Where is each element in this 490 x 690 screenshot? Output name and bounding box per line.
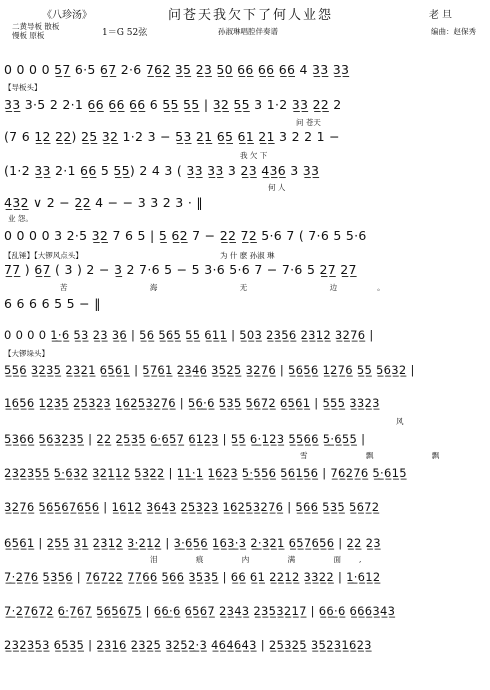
instr-sanban: 散板 bbox=[44, 22, 60, 31]
lyric-text: 何 人 bbox=[268, 183, 286, 192]
lyric-text: 泪 痕 内 满 面, bbox=[150, 555, 380, 564]
section-tag: 【乱锤】【大锣风点头】 bbox=[4, 251, 83, 260]
section-tag: 【大锣垛头】 bbox=[4, 349, 49, 358]
notation-line: 2̲3̲2̲3̲5̲5̲ 5̲·̲6̲3̲2̲ 3̲2̲1̲1̲2̲ 5̲3̲2̲2̲ | 1̲1̲·̲1̲ 1̲6̲2̲3̲ 5̲·̲5̲5̲6̲ 5̲6̲1̲5̲6̲ | 7̲6̲2̲7̲6̲ 5̲·̲6̲1̲5̲ bbox=[4, 466, 407, 480]
notation-line: (1·2 3̲3̲ 2·1 6̲6̲ 5 5̲5̲) 2 4 3 ( 3̲3̲ 3̲3̲ 3 2̲3̲ 4̲3̲6̲ 3 3̲3̲ bbox=[4, 163, 320, 178]
lyric-text: 问 苍天 bbox=[296, 118, 321, 127]
notation-line: (7 6 1̲2̲ 2̲2̲) 2̲5̲ 3̲2̲ 1·2 3 − 5̲3̲ 2̲1̲ 6̲5̲ 6̲1̲ 2̲1̲ 3 2 2 1 − bbox=[4, 129, 340, 144]
lyric-text: 业 怨。 bbox=[8, 214, 33, 223]
notation-line: 3̲3̲ 3·5 2 2·1 6̲6̲ 6̲6̲ 6̲6̲ 6 5̲5̲ 5̲5̲ | 3̲2̲ 5̲5̲ 3 1·2 3̲3̲ 2̲2̲ 2 bbox=[4, 97, 342, 112]
role-type: 老 旦 bbox=[428, 10, 452, 21]
lyric-text: 风 bbox=[396, 417, 404, 426]
aria-title: 问苍天我欠下了何人业怨 bbox=[168, 8, 334, 23]
instr-yuanban: 原板 bbox=[29, 31, 45, 40]
lyric-text: 为 什 麽 孙淑 琳 bbox=[220, 251, 275, 260]
opera-name: 《八珍汤》 bbox=[42, 10, 92, 21]
notation-line: 7̲·̲2̲7̲6̲ 5̲3̲5̲6̲ | 7̲6̲7̲2̲2̲ 7̲7̲6̲6̲ 5̲6̲6̲ 3̲5̲3̲5̲ | 6̲6̲ 6̲1̲ 2̲2̲1̲2̲ 3̲3̲2̲2̲ | 1̲·̲6̲1̲2̲ bbox=[4, 570, 381, 584]
notation-line: 6̲5̲6̲1̲ | 2̲5̲5̲ 3̲1̲ 2̲3̲1̲2̲ 3̲·̲2̲1̲2̲ | 3̲·̲6̲5̲6̲ 1̲6̲3̲·̲3̲ 2̲·̲3̲2̲1̲ 6̲5̲7̲6̲5̲6̲ | 2̲2̲ 2̲3̲ bbox=[4, 536, 381, 550]
instr-daoban: 二黄导板 bbox=[12, 22, 42, 31]
notation-line: 7̲·̲2̲7̲6̲7̲2̲ 6̲·̲7̲6̲7̲ 5̲6̲5̲6̲7̲5̲ | 6̲6̲·̲6̲ 6̲5̲6̲7̲ 2̲3̲4̲3̲ 2̲3̲5̲3̲2̲1̲7̲ | 6̲6̲·̲6̲ 6̲6̲6̲3̲4̲3̲ bbox=[4, 604, 396, 618]
notation-line: 7̲7̲ ) 6̲7̲ ( 3 ) 2 − 3̲ 2 7·6 5 − 5 3·6 5·6 7 − 7·6 5 2̲7̲ 2̲7̲ bbox=[4, 262, 357, 277]
notation-line: 0 0 0 0 5̲7̲ 6·5 6̲7̲ 2·6 7̲6̲2̲ 3̲5̲ 2̲3̲ 5̲0̲ 6̲6̲ 6̲6̲ 6̲6̲ 4 3̲3̲ 3̲3̲ bbox=[4, 62, 350, 77]
singer-credit: 孙淑琳唱腔伴奏谱 bbox=[218, 27, 278, 36]
section-tag: 【导板头】 bbox=[4, 83, 42, 92]
notation-line: 0 0 0 0 3 2·5 3̲2̲ 7 6 5 | 5̲ 6̲2̲ 7 − 2̲2̲ 7̲2̲ 5·6 7 ( 7·6 5 5·6 bbox=[4, 228, 367, 243]
notation-line: 1̲6̲5̲6̲ 1̲2̲3̲5̲ 2̲5̲3̲2̲3̲ 1̲6̲2̲5̲3̲2̲7̲6̲ | 5̲6̲·̲6̲ 5̲3̲5̲ 5̲6̲7̲2̲ 6̲5̲6̲1̲ | 5̲5̲5̲ 3̲3̲2̲3̲ bbox=[4, 396, 380, 410]
notation-line: 6 6 6 6 5 5 − ‖ bbox=[4, 296, 101, 311]
tempo-instructions bbox=[12, 22, 59, 40]
key-signature: 1＝G 52弦 bbox=[102, 28, 148, 38]
score-header bbox=[8, 4, 482, 48]
notation-line: 0 0 0 0 1̲·̲6̲ 5̲3̲ 2̲3̲ 3̲6̲ | 5̲6̲ 5̲6̲5̲ 5̲5̲ 6̲1̲1̲ | 5̲0̲3̲ 2̲3̲5̲6̲ 2̲3̲1̲2̲ 3̲2̲7̲6̲ | bbox=[4, 328, 374, 342]
arranger-credit: 编曲：赵保秀 bbox=[431, 27, 476, 36]
notation-line: 5̲3̲6̲6̲ 5̲6̲3̲2̲3̲5̲ | 2̲2̲ 2̲5̲3̲5̲ 6̲·̲6̲5̲7̲ 6̲1̲2̲3̲ | 5̲5̲ 6̲·̲1̲2̲3̲ 5̲5̲6̲6̲ 5̲·̲6̲5̲5̲ | bbox=[4, 432, 366, 446]
notation-line: 5̲5̲6̲ 3̲2̲3̲5̲ 2̲3̲2̲1̲ 6̲5̲6̲1̲ | 5̲7̲6̲1̲ 2̲3̲4̲6̲ 3̲5̲2̲5̲ 3̲2̲7̲6̲ | 5̲6̲5̲6̲ 1̲2̲7̲6̲ 5̲5̲ 5̲6̲3̲2̲ | bbox=[4, 363, 415, 377]
notation-line: 3̲2̲7̲6̲ 5̲6̲5̲6̲7̲6̲5̲6̲ | 1̲6̲1̲2̲ 3̲6̲4̲3̲ 2̲5̲3̲2̲3̲ 1̲6̲2̲5̲3̲2̲7̲6̲ | 5̲6̲6̲ 5̲3̲5̲ 5̲6̲7̲2̲ bbox=[4, 500, 380, 514]
lyric-text: 雪 飘 飘 bbox=[300, 451, 468, 460]
notation-line: 4̲3̲2̲ ∨ 2 − 2̲2̲ 4 − − 3 3 2 3 · ‖ bbox=[4, 195, 203, 210]
notation-line: 2̲3̲2̲3̲5̲3̲ 6̲5̲3̲5̲ | 2̲3̲1̲6̲ 2̲3̲2̲5̲ 3̲2̲5̲2̲·̲3̲ 4̲6̲4̲6̲4̲3̲ | 2̲5̲3̲2̲5̲ 3̲5̲2̲3̲1̲6̲2̲3̲ bbox=[4, 638, 372, 652]
instr-manban: 慢板 bbox=[12, 31, 27, 40]
lyric-text: 苦 海 无 边。 bbox=[60, 283, 425, 292]
lyric-text: 我 欠 下 bbox=[240, 151, 268, 160]
